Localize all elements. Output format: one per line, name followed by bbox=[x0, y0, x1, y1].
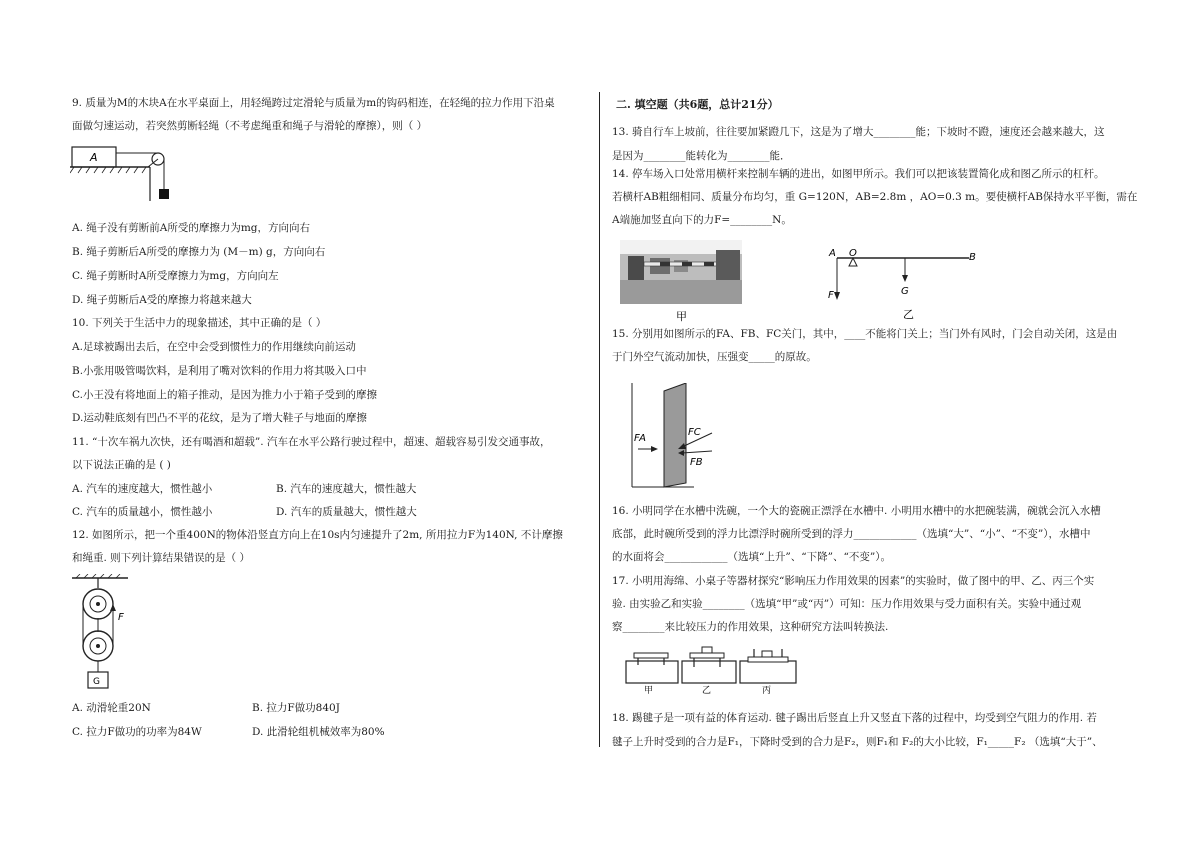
q11-stem-line1: 11. “十次车祸九次快，还有喝酒和超载”. 汽车在水平公路行驶过程中，超速、超载容易引发交通事故， bbox=[72, 436, 551, 448]
q16-line2: 底部，此时碗所受到的浮力比漂浮时碗所受到的浮力____________（选填“大”、“小”、“不变”），水槽中 bbox=[612, 528, 1091, 540]
q11-option-b: B. 汽车的速度越大，惯性越大 bbox=[276, 483, 417, 495]
q10-option-d: D.运动鞋底刻有凹凸不平的花纹，是为了增大鞋子与地面的摩擦 bbox=[72, 412, 367, 424]
q13-line1: 13. 骑自行车上坡前，往往要加紧蹬几下，这是为了增大________能；下坡时不蹬，速度还会越来越大，这 bbox=[612, 126, 1105, 138]
q9-figure-block-label: A bbox=[90, 151, 98, 164]
lever-label-b: B bbox=[969, 252, 976, 263]
q11-option-d: D. 汽车的质量越大，惯性越大 bbox=[276, 506, 417, 518]
q12-option-c: C. 拉力F做功的功率为84W bbox=[72, 726, 202, 738]
q12-stem-line2: 和绳重. 则下列计算结果错误的是（ ） bbox=[72, 552, 251, 564]
door-force-c: FC bbox=[688, 427, 701, 438]
q10-option-a: A.足球被踢出去后，在空中会受到惯性力的作用继续向前运动 bbox=[72, 341, 356, 353]
q10-stem: 10. 下列关于生活中力的现象描述，其中正确的是（ ） bbox=[72, 317, 327, 329]
experiment-label-bing: 丙 bbox=[762, 686, 772, 695]
q11-stem-line2: 以下说法正确的是 ( ) bbox=[72, 459, 171, 471]
experiment-label-yi: 乙 bbox=[702, 686, 712, 695]
q12-figure-weight-label: G bbox=[93, 677, 100, 687]
q9-option-b: B. 绳子剪断后A所受的摩擦力为 (M－m) g，方向向右 bbox=[72, 246, 326, 258]
column-divider bbox=[599, 92, 600, 747]
q17-line3: 察________来比较压力的作用效果，这种研究方法叫转换法. bbox=[612, 621, 889, 633]
q9-stem-line2: 面做匀速运动，若突然剪断轻绳（不考虑绳重和绳子与滑轮的摩擦），则（ ） bbox=[72, 120, 428, 132]
q16-line1: 16. 小明同学在水槽中洗碗，一个大的瓷碗正漂浮在水槽中. 小明用水槽中的水把碗装满，碗就会沉入水槽 bbox=[612, 505, 1101, 517]
q9-stem-line1: 9. 质量为M的木块A在水平桌面上，用轻绳跨过定滑轮与质量为m的钩码相连，在轻绳的拉力作用下沿桌 bbox=[72, 97, 555, 109]
q10-option-b: B.小张用吸管喝饮料，是利用了嘴对饮料的作用力将其吸入口中 bbox=[72, 365, 367, 377]
q11-option-c: C. 汽车的质量越小，惯性越小 bbox=[72, 506, 213, 518]
q9-option-d: D. 绳子剪断后A受的摩擦力将越来越大 bbox=[72, 294, 252, 306]
q18-line2: 毽子上升时受到的合力是F₁，下降时受到的合力是F₂，则F₁和 F₂的大小比较，F₁_____F₂ （选填“大于”、 bbox=[612, 736, 1103, 748]
experiment-label-jia: 甲 bbox=[644, 686, 654, 695]
door-force-b: FB bbox=[690, 457, 703, 468]
q14-line2: 若横杆AB粗细相同、质量分布均匀，重 G=120N，AB=2.8m ，AO=0.3 m。要使横杆AB保持水平平衡，需在 bbox=[612, 191, 1138, 203]
q12-pulley-figure bbox=[70, 574, 140, 690]
lever-label-o: O bbox=[849, 248, 857, 259]
q14-line1: 14. 停车场入口处常用横杆来控制车辆的进出，如图甲所示。我们可以把该装置简化成和图乙所示的杠杆。 bbox=[612, 168, 1105, 180]
q11-option-a: A. 汽车的速度越大，惯性越小 bbox=[72, 483, 213, 495]
q10-option-c: C.小王没有将地面上的箱子推动，是因为推力小于箱子受到的摩擦 bbox=[72, 389, 377, 401]
q15-line2: 于门外空气流动加快，压强变_____的原故。 bbox=[612, 351, 817, 363]
lever-label-g: G bbox=[901, 286, 909, 297]
q15-door-figure bbox=[624, 383, 714, 493]
q12-option-a: A. 动滑轮重20N bbox=[72, 702, 151, 714]
q14-lever-diagram bbox=[825, 246, 985, 322]
q9-figure bbox=[70, 145, 180, 203]
q9-option-a: A. 绳子没有剪断前A所受的摩擦力为mg，方向向右 bbox=[72, 222, 311, 234]
q17-line1: 17. 小明用海绵、小桌子等器材探究“影响压力作用效果的因素”的实验时，做了图中的甲、乙、丙三个实 bbox=[612, 575, 1095, 587]
q16-line3: 的水面将会____________（选填“上升”、“下降”、“不变”）。 bbox=[612, 551, 891, 563]
q14-photo-jia bbox=[620, 240, 742, 330]
q14-photo-label: 甲 bbox=[676, 310, 687, 323]
q12-option-d: D. 此滑轮组机械效率为80% bbox=[252, 726, 385, 738]
q13-line2: 是因为________能转化为________能． bbox=[612, 150, 791, 162]
q9-option-c: C. 绳子剪断时A所受摩擦力为mg，方向向左 bbox=[72, 270, 279, 282]
q14-diagram-label: 乙 bbox=[903, 308, 914, 321]
q12-option-b: B. 拉力F做功840J bbox=[252, 702, 340, 714]
q17-experiment-figure bbox=[624, 645, 799, 695]
q17-line2: 验. 由实验乙和实验________（选填“甲”或“丙”）可知：压力作用效果与受力面积有关。实验中通过观 bbox=[612, 598, 1082, 610]
q14-line3: A端施加竖直向下的力F=________N。 bbox=[612, 214, 792, 226]
q15-line1: 15. 分别用如图所示的FA、FB、FC关门，其中，____不能将门关上；当门外有风时，门会自动关闭，这是由 bbox=[612, 328, 1118, 340]
door-force-a: FA bbox=[634, 433, 647, 444]
section-title: 二. 填空题（共6题，总计21分） bbox=[616, 98, 779, 111]
q18-line1: 18. 踢毽子是一项有益的体育运动. 毽子踢出后竖直上升又竖直下落的过程中，均受到空气阻力的作用. 若 bbox=[612, 712, 1097, 724]
lever-label-a: A bbox=[829, 248, 836, 259]
lever-label-f: F bbox=[828, 290, 834, 301]
q12-stem-line1: 12. 如图所示，把一个重400N的物体沿竖直方向上在10s内匀速提升了2m, 所用拉力F为140N, 不计摩擦 bbox=[72, 529, 563, 541]
q12-figure-force-label: F bbox=[118, 612, 124, 623]
